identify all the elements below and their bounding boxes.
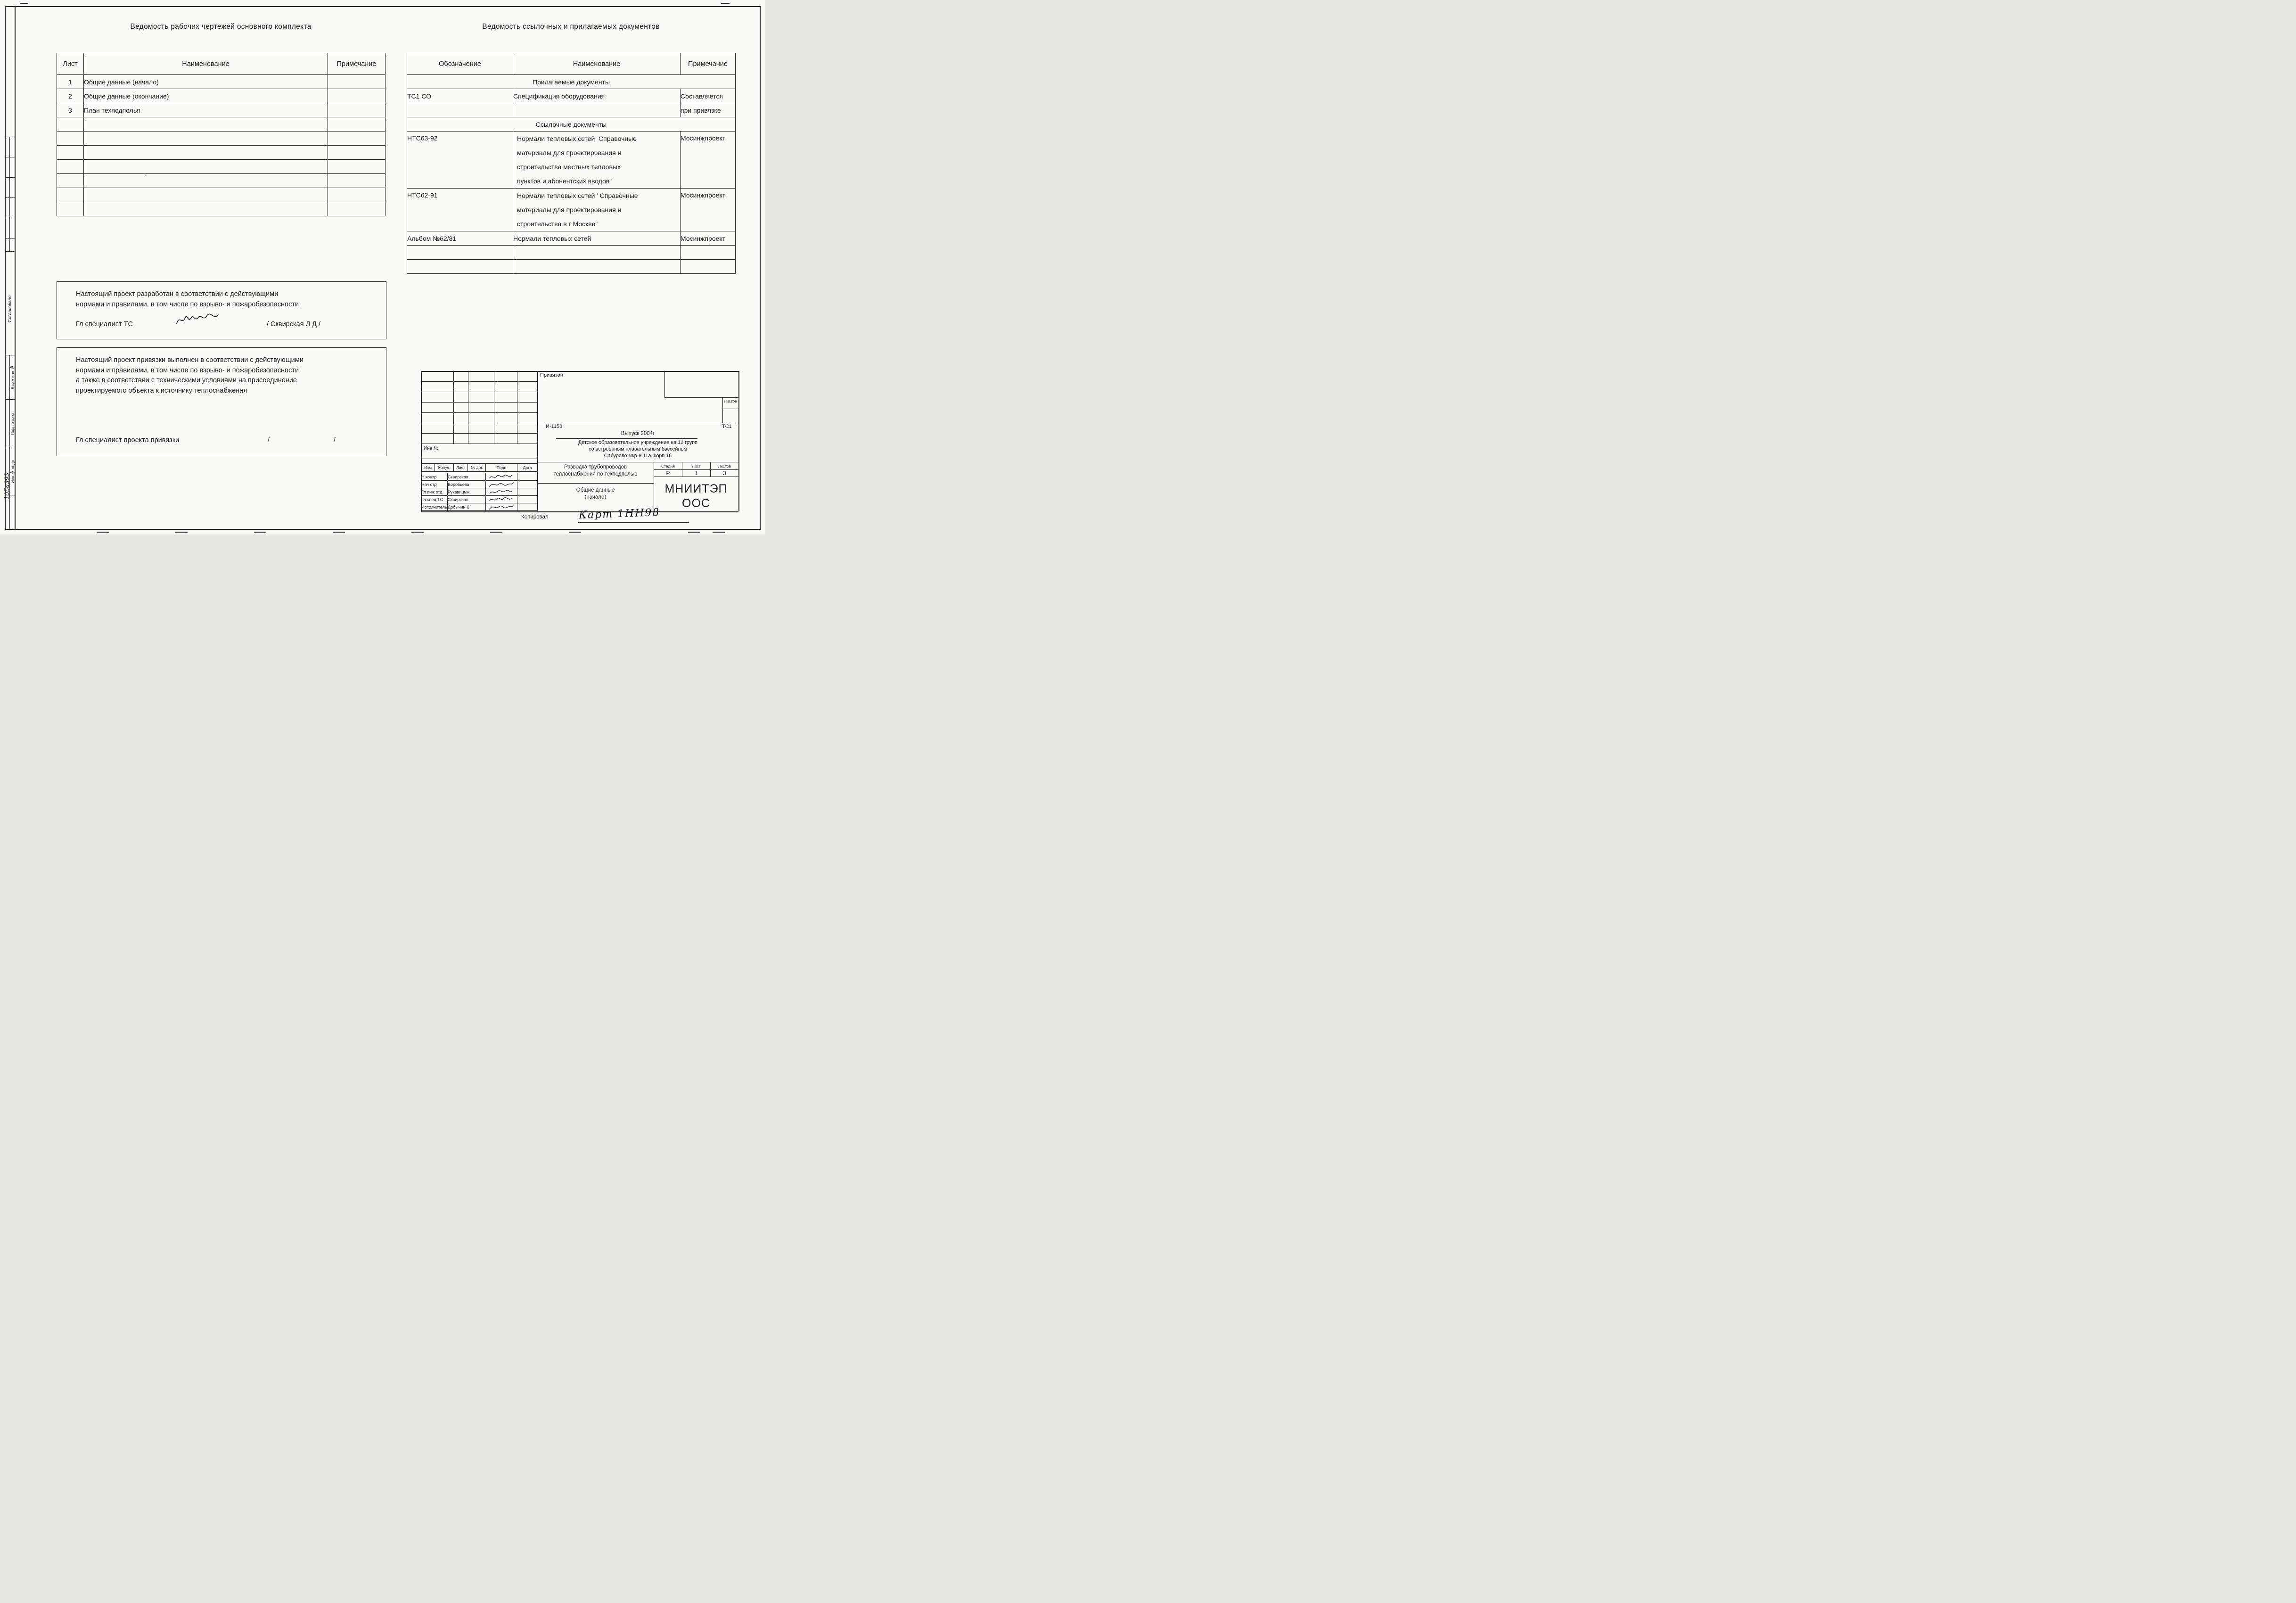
sheet-number-cell: [57, 132, 84, 146]
doc-name-line: строительства местных тепловых: [517, 163, 621, 171]
sheet-number-cell: 1: [57, 75, 84, 89]
drawing-sheet: [0, 0, 765, 534]
worksheet-row: [57, 117, 385, 132]
person-date-cell: [517, 488, 538, 496]
object-name-line: Сабурово мкр-н 11а, корп 16: [604, 452, 672, 459]
stamp-grid-line: [421, 433, 537, 434]
specialist-role-label: Гл специалист ТС: [76, 321, 133, 328]
subject-line: теплоснабжения по техподполью: [553, 471, 638, 477]
worksheet-row: [57, 75, 385, 89]
rev-header-cell: Колуч.: [435, 464, 454, 472]
sheet-number-cell: [57, 174, 84, 188]
certification-line: нормами и правилами, в том числе по взрыво- и пожаробезопасности: [76, 366, 299, 374]
rev-header-cell: Изм: [421, 464, 435, 472]
stamp-grid-line: [421, 402, 537, 403]
document-number: И-1158: [546, 424, 563, 429]
note-cell: Мосинжпроект: [681, 132, 736, 189]
stamp-grid-line: [421, 412, 537, 413]
stamp-line: [664, 371, 665, 397]
fold-mark: [713, 532, 725, 533]
person-date-cell: [517, 481, 538, 488]
person-row: [421, 481, 538, 488]
sheet-name-cell: [84, 146, 328, 160]
stage-header-row: [654, 462, 739, 470]
reference-row: [407, 132, 736, 189]
stamp-grid-line: [421, 381, 537, 382]
person-role-cell: Гл инж отд: [421, 488, 448, 496]
section-title-cell: Ссылочные документы: [407, 117, 736, 132]
sheet-note-cell: [328, 202, 385, 216]
vzam-inv-label: В зам инв №: [10, 365, 15, 390]
stage-header-cell: Листов: [711, 462, 739, 470]
sheet-name-cell: [84, 117, 328, 132]
sheet-name-cell: [84, 188, 328, 202]
section-title-cell: Прилагаемые документы: [407, 75, 736, 89]
signature-icon: [488, 496, 515, 503]
document-code: ТС1: [722, 424, 732, 429]
sheet-name-cell: План техподполья: [84, 103, 328, 117]
person-name-cell: Сквирская: [448, 496, 486, 503]
sheet-number-cell: 2: [57, 89, 84, 103]
person-role-cell: Гл спец ТС: [421, 496, 448, 503]
person-row: [421, 488, 538, 496]
signature-icon: [488, 489, 515, 495]
stamp-line: [738, 371, 739, 511]
organization-line: ООС: [682, 497, 710, 510]
subject-line: Разводка трубопроводов: [564, 464, 627, 470]
col-header-note: Примечание: [328, 53, 385, 75]
doc-name-line: строительства в г Москве”: [517, 220, 598, 228]
fold-mark: [254, 532, 266, 533]
certification-line: проектируемого объекта к источнику теплоснабжения: [76, 386, 247, 395]
worksheet-table: [57, 53, 385, 216]
revision-header-table: [421, 463, 538, 472]
soglasovano-label: Согласовано: [7, 295, 13, 322]
col-header-name: Наименование: [84, 53, 328, 75]
worksheet-row: [57, 146, 385, 160]
col-header-note: Примечание: [681, 53, 736, 75]
certification-line: нормами и правилами, в том числе по взрыво- и пожаробезопасности: [76, 300, 299, 308]
issue-label: Выпуск 2004г: [621, 431, 655, 436]
reference-row: [407, 189, 736, 231]
person-name-cell: Воробьева: [448, 481, 486, 488]
sheet-note-cell: [328, 188, 385, 202]
reference-row: [407, 103, 736, 117]
worksheet-row: [57, 160, 385, 174]
kopiroval-label: Копировал: [521, 514, 549, 520]
trim-mark: [721, 3, 730, 4]
worksheet-table-title: Ведомость рабочих чертежей основного комплекта: [130, 23, 312, 31]
sheet-note-cell: [328, 132, 385, 146]
col-header-list: Лист: [57, 53, 84, 75]
sheet-name-cell: [84, 174, 328, 188]
object-name-line: Детское образовательное учреждение на 12 групп: [578, 440, 698, 445]
sheet-name-cell: Общие данные (окончание): [84, 89, 328, 103]
doc-name-cell: [513, 103, 681, 117]
doc-name-cell: Спецификация оборудования: [513, 89, 681, 103]
person-row: [421, 503, 538, 511]
person-name-cell: Сквирская: [448, 473, 486, 481]
certification-line: Настоящий проект привязки выполнен в соответствии с действующими: [76, 356, 303, 364]
worksheet-row: [57, 188, 385, 202]
col-header-name: Наименование: [513, 53, 681, 75]
fold-mark: [411, 532, 424, 533]
reference-table-title: Ведомость ссылочных и прилагаемых документов: [482, 23, 660, 31]
issue-underline: [556, 438, 697, 439]
designation-cell: [407, 103, 513, 117]
margin-divider-line: [9, 137, 10, 251]
doc-name-line: Нормали тепловых сетей Справочные: [517, 135, 637, 142]
sheet-name-cell: [84, 132, 328, 146]
person-row: [421, 496, 538, 503]
worksheet-row: [57, 132, 385, 146]
signature-icon: [488, 504, 515, 510]
privyazan-label: Привязан: [540, 372, 564, 378]
sheet-number-cell: [57, 202, 84, 216]
stamp-line: [664, 397, 738, 398]
sheet-number-cell: [57, 188, 84, 202]
certification-box-2: [57, 347, 386, 456]
reference-table: [407, 53, 736, 274]
person-signature-cell: [486, 496, 517, 503]
copy-signature-handwritten: Карт 1НН98: [578, 506, 660, 522]
doc-name-line: материалы для проектирования и: [517, 206, 622, 214]
stage-header-cell: Лист: [682, 462, 711, 470]
sheet-name-cell: [84, 202, 328, 216]
person-date-cell: [517, 496, 538, 503]
doc-name-cell: [513, 246, 681, 260]
person-signature-cell: [486, 481, 517, 488]
fold-mark: [333, 532, 345, 533]
sheet-number-cell: [57, 146, 84, 160]
stray-mark: ’: [145, 173, 147, 181]
note-cell: Мосинжпроект: [681, 231, 736, 246]
sheet-number-cell: 3: [57, 103, 84, 117]
reference-row: [407, 231, 736, 246]
doc-name-line: Нормали тепловых сетей ’ Справочные: [517, 192, 638, 199]
margin-line: [5, 399, 15, 400]
sheet-number-cell: [57, 117, 84, 132]
fold-mark: [175, 532, 188, 533]
note-cell: Мосинжпроект: [681, 189, 736, 231]
certification-text: [76, 289, 299, 310]
doc-name-cell: [513, 132, 681, 189]
inventory-number-handwritten: 105а393: [4, 472, 11, 500]
stamp-line: [421, 371, 738, 372]
reference-row: [407, 246, 736, 260]
person-date-cell: [517, 503, 538, 511]
designation-cell: НТС62-91: [407, 189, 513, 231]
trim-mark: [20, 3, 28, 4]
worksheet-row: [57, 103, 385, 117]
margin-line: [5, 177, 15, 178]
rev-header-cell: № док: [468, 464, 486, 472]
listov-small-label: Листов: [724, 399, 737, 403]
sheet-name-cell: Общие данные (начало): [84, 75, 328, 89]
reference-header-row: [407, 53, 736, 75]
organization-name: [654, 482, 738, 511]
object-name-line: со встроенным плавательным бассейном: [589, 446, 687, 452]
margin-line: [5, 197, 15, 198]
sheet-note-cell: [328, 103, 385, 117]
sheet-note-cell: [328, 75, 385, 89]
stage-value-cell: 3: [711, 470, 739, 477]
signature-icon: [488, 481, 515, 488]
signature-underline: [578, 522, 689, 523]
reference-row: [407, 260, 736, 274]
rev-header-cell: Лист: [454, 464, 468, 472]
note-cell: [681, 260, 736, 274]
sheet-note-cell: [328, 146, 385, 160]
stage-table: [654, 462, 739, 477]
fold-mark: [97, 532, 109, 533]
reference-row: [407, 89, 736, 103]
sheet-note-cell: [328, 117, 385, 132]
note-cell: Составляется: [681, 89, 736, 103]
designation-cell: ТС1 СО: [407, 89, 513, 103]
worksheet-row: [57, 202, 385, 216]
inv-number-label: Инв №: [424, 446, 439, 451]
rev-header-cell: Дата: [517, 464, 538, 472]
certification-text: [76, 355, 303, 396]
worksheet-header-row: [57, 53, 385, 75]
object-name: [537, 440, 738, 459]
subject-title: [537, 464, 654, 478]
designation-cell: [407, 246, 513, 260]
stage-header-cell: Стадия: [654, 462, 682, 470]
signature-slash: /: [334, 436, 336, 444]
stamp-line: [537, 483, 654, 484]
specialist-role-label: Гл специалист проекта привязки: [76, 436, 180, 444]
stage-value-cell: Р: [654, 470, 682, 477]
sheet-name-cell: [84, 160, 328, 174]
designation-cell: НТС63-92: [407, 132, 513, 189]
person-signature-cell: [486, 473, 517, 481]
signatures-table: [421, 473, 538, 511]
person-signature-cell: [486, 488, 517, 496]
person-date-cell: [517, 473, 538, 481]
worksheet-row: [57, 89, 385, 103]
reference-row: [407, 75, 736, 89]
sheet-title: [537, 487, 654, 501]
designation-cell: [407, 260, 513, 274]
specialist-name: / Сквирская Л Д /: [267, 321, 321, 328]
col-header-designation: Обозначение: [407, 53, 513, 75]
person-row: [421, 473, 538, 481]
stamp-grid-line: [453, 371, 454, 444]
certification-line: а также в соответствии с техническими условиями на присоединение: [76, 377, 297, 384]
note-cell: [681, 246, 736, 260]
person-signature-cell: [486, 503, 517, 511]
sheet-title-line: (начало): [584, 494, 607, 500]
fold-mark: [688, 532, 700, 533]
stage-value-cell: 1: [682, 470, 711, 477]
person-role-cell: Исполнитель: [421, 503, 448, 511]
signature-slash: /: [268, 436, 270, 444]
inv-podl-label: Инв № подл: [10, 460, 15, 484]
doc-name-line: пунктов и абонентских вводов”: [517, 177, 612, 185]
sheet-note-cell: [328, 89, 385, 103]
worksheet-row: [57, 174, 385, 188]
reference-row: [407, 117, 736, 132]
person-role-cell: Нач отд: [421, 481, 448, 488]
certification-box-1: [57, 281, 386, 339]
revision-header-row: [421, 464, 538, 472]
designation-cell: Альбом №62/81: [407, 231, 513, 246]
fold-mark: [490, 532, 502, 533]
signature-icon: [175, 311, 220, 327]
sheet-title-line: Общие данные: [576, 487, 615, 493]
sheet-number-cell: [57, 160, 84, 174]
certification-line: Настоящий проект разработан в соответствии с действующими: [76, 290, 279, 298]
doc-name-line: материалы для проектирования и: [517, 149, 622, 156]
rev-header-cell: Подп: [486, 464, 517, 472]
doc-name-cell: [513, 189, 681, 231]
margin-line: [5, 251, 15, 252]
note-cell: при привязке: [681, 103, 736, 117]
signature-icon: [488, 474, 515, 480]
doc-name-cell: Нормали тепловых сетей: [513, 231, 681, 246]
podp-data-label: Подп и дата: [10, 412, 15, 435]
sheet-note-cell: [328, 160, 385, 174]
fold-mark: [569, 532, 581, 533]
organization-line: МНИИТЭП: [664, 482, 728, 495]
person-name-cell: Рукавицын: [448, 488, 486, 496]
person-role-cell: Н контр: [421, 473, 448, 481]
stage-value-row: [654, 470, 739, 477]
sheet-note-cell: [328, 174, 385, 188]
person-name-cell: Добычин К: [448, 503, 486, 511]
doc-name-cell: [513, 260, 681, 274]
